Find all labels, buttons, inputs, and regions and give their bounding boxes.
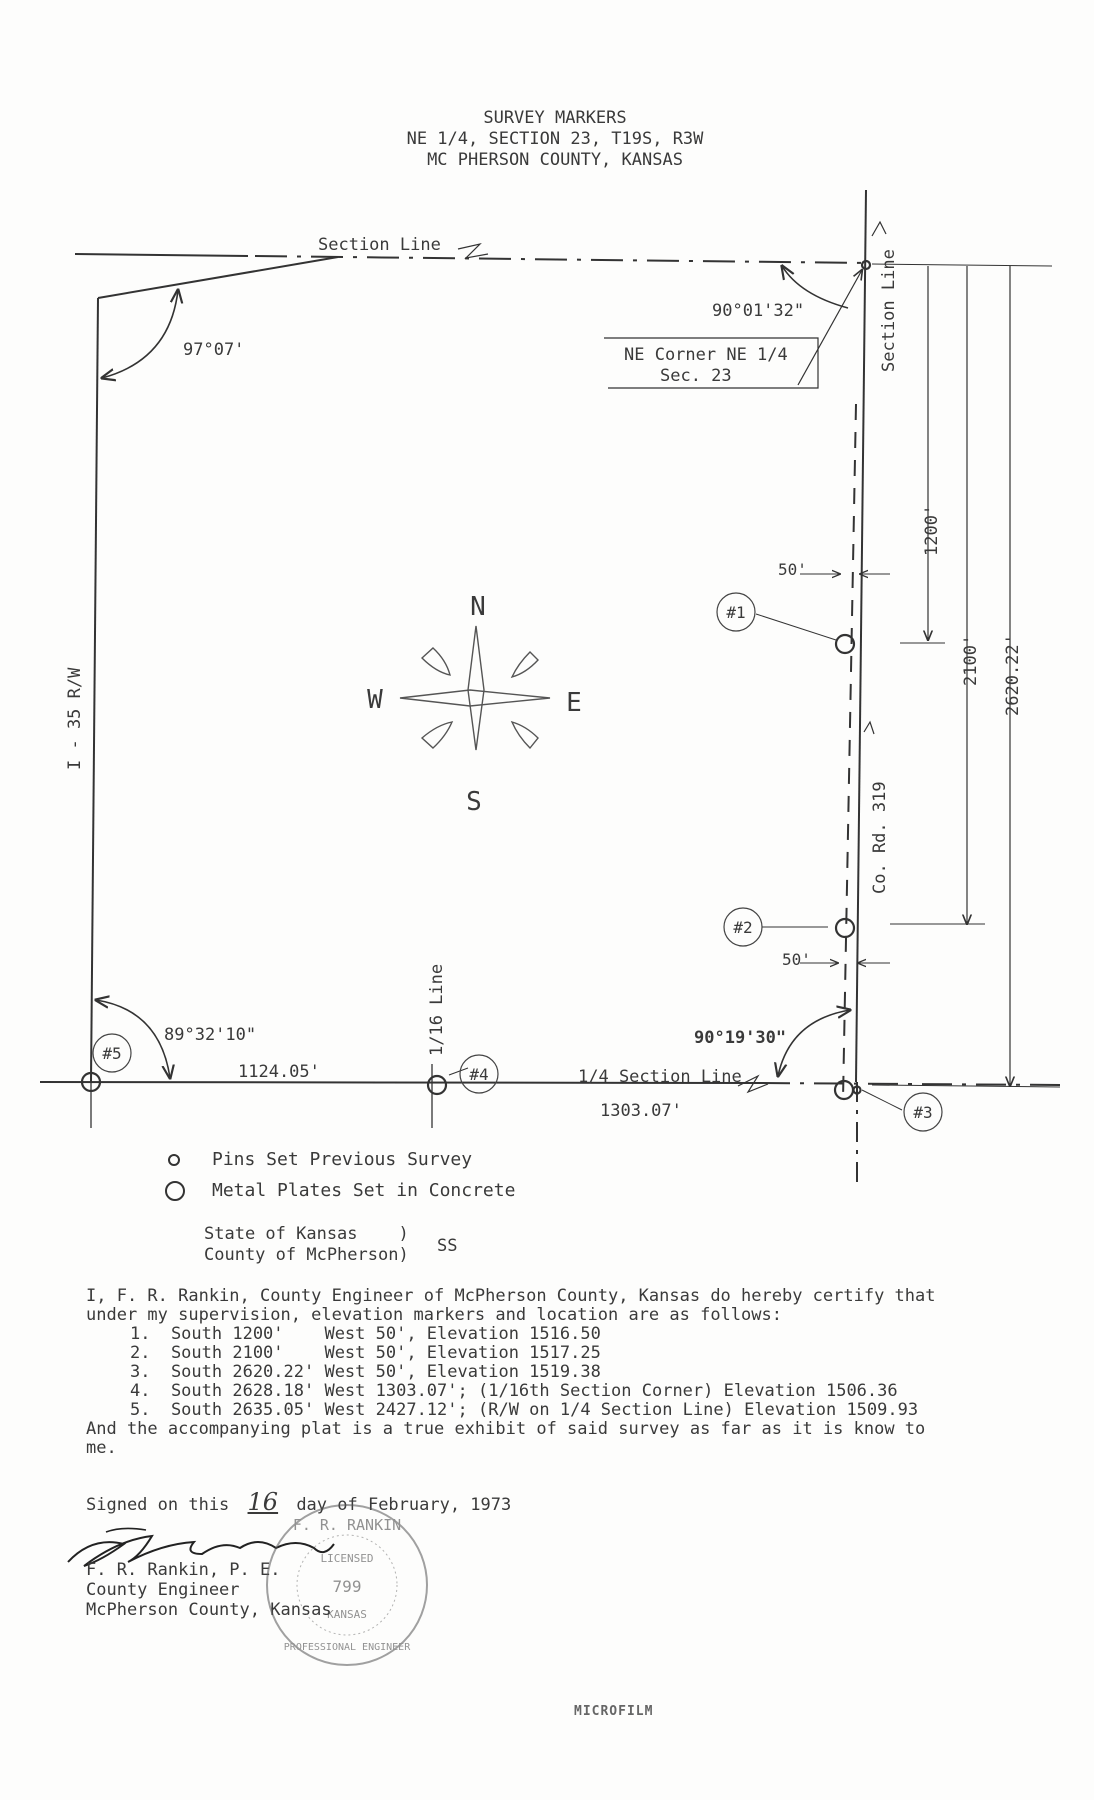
plate-icon	[165, 1181, 185, 1201]
dist-west-label: 1124.05'	[238, 1062, 320, 1082]
cert-closing-1: And the accompanying plat is a true exhibit of said survey as far as it is know to	[86, 1419, 926, 1439]
cert-item-2: 2. South 2100' West 50', Elevation 1517.25	[130, 1343, 601, 1363]
marker-2-plate	[836, 919, 854, 937]
signer-title: County Engineer	[86, 1580, 240, 1600]
section-line-top-arrow	[458, 244, 488, 258]
angle-arc-se	[778, 1010, 850, 1076]
marker-2-label: #2	[733, 918, 753, 937]
section-line-top	[75, 254, 248, 256]
boundary-north	[98, 257, 338, 298]
cert-item-5: 5. South 2635.05' West 2427.12'; (R/W on 1/4 Section Line) Elevation 1509.93	[130, 1400, 919, 1420]
road-arrow	[864, 722, 874, 734]
marker-4-label: #4	[469, 1065, 489, 1084]
cert-item-3: 3. South 2620.22' West 50', Elevation 1519.38	[130, 1362, 601, 1382]
angle-arc-sw	[96, 1000, 170, 1078]
section-line-right-label: Section Line	[879, 249, 899, 372]
signed-prefix: Signed on this	[86, 1495, 240, 1515]
certification	[86, 1287, 1016, 1458]
microfilm-stamp: MICROFILM	[574, 1704, 654, 1719]
legend-plates-label: Metal Plates Set in Concrete	[212, 1180, 516, 1201]
venue-ss: SS	[437, 1236, 458, 1256]
signed-day: 16	[247, 1488, 279, 1516]
angle-sw-label: 89°32'10"	[164, 1025, 257, 1045]
section-line-top-label: Section Line	[318, 235, 441, 255]
cert-item-4: 4. South 2628.18' West 1303.07'; (1/16th Section Corner) Elevation 1506.36	[130, 1381, 898, 1401]
seal-number: 799	[332, 1577, 362, 1596]
marker-3-leader	[862, 1090, 902, 1110]
compass-w: W	[367, 685, 383, 715]
marker-4-leader	[449, 1068, 468, 1075]
signer-county: McPherson County, Kansas	[86, 1600, 332, 1620]
road-centerline	[843, 404, 856, 1100]
marker-1-plate	[836, 635, 854, 653]
section-line-east	[856, 190, 866, 1082]
dim-1200-label: 1200'	[922, 504, 942, 556]
angle-se-label: 90°19'30"	[694, 1028, 787, 1048]
quarter-section-line-dashed	[760, 1083, 1060, 1085]
engineer-seal	[262, 1500, 432, 1670]
marker-1-leader	[756, 614, 836, 640]
quarter-section-line-label: 1/4 Section Line	[578, 1067, 742, 1087]
section-line-top-dashed	[255, 256, 868, 263]
dim-2100-label: 2100'	[961, 634, 981, 686]
marker-4-plate	[428, 1076, 446, 1094]
ne-corner-label-1: NE Corner NE 1/4	[624, 345, 788, 365]
seal-state: KANSAS	[327, 1608, 367, 1621]
seal-name: F. R. RANKIN	[292, 1516, 402, 1534]
seal-licensed: LICENSED	[320, 1552, 374, 1565]
dim-2620-label: 2620.22'	[1003, 634, 1023, 716]
ne-label-leader	[798, 270, 862, 385]
dim-50-bottom-label: 50'	[782, 950, 811, 969]
header-county: MC PHERSON COUNTY, KANSAS	[427, 150, 683, 170]
header-title: SURVEY MARKERS	[483, 108, 627, 128]
road-label: Co. Rd. 319	[870, 781, 890, 894]
marker-5-label: #5	[102, 1044, 122, 1063]
angle-ne-label: 90°01'32"	[712, 301, 805, 321]
cert-item-1: 1. South 1200' West 50', Elevation 1516.50	[130, 1324, 601, 1344]
ne-corner-label-2: Sec. 23	[660, 366, 732, 386]
seal-profession: PROFESSIONAL ENGINEER	[283, 1642, 411, 1653]
cert-closing-2: me.	[86, 1438, 117, 1458]
venue-county: County of McPherson	[204, 1245, 399, 1265]
angle-nw-label: 97°07'	[183, 340, 245, 360]
venue-state: State of Kansas	[204, 1224, 358, 1244]
legend-pins-label: Pins Set Previous Survey	[212, 1149, 473, 1170]
marker-3-label: #3	[913, 1103, 933, 1122]
dist-east-label: 1303.07'	[600, 1101, 682, 1121]
signed-suffix: day of February, 1973	[286, 1495, 512, 1515]
legend-pins	[165, 1144, 515, 1175]
pin-icon	[168, 1154, 180, 1166]
legend	[165, 1144, 515, 1206]
boundary-west	[91, 298, 98, 1082]
signer-name: F. R. Rankin, P. E.	[86, 1560, 281, 1580]
dim-ext-top	[872, 264, 1052, 266]
interstate-label: I - 35 R/W	[65, 667, 85, 770]
marker-1-label: #1	[726, 603, 746, 622]
angle-arc-nw	[102, 290, 178, 378]
header-subtitle: NE 1/4, SECTION 23, T19S, R3W	[406, 129, 704, 149]
cert-line-2: under my supervision, elevation markers and location are as follows:	[86, 1305, 782, 1325]
compass-n: N	[470, 592, 486, 622]
compass-s: S	[466, 787, 482, 817]
legend-plates	[165, 1175, 515, 1206]
compass-rose-icon	[400, 626, 550, 750]
dim-50-top-label: 50'	[778, 560, 807, 579]
cert-line-1: I, F. R. Rankin, County Engineer of McPherson County, Kansas do hereby certify that	[86, 1286, 936, 1306]
compass-e: E	[566, 688, 582, 718]
section-line-right-arrow	[872, 222, 886, 236]
venue-block: State of Kansas ) County of McPherson)	[204, 1224, 409, 1265]
sixteenth-line-label: 1/16 Line	[427, 963, 447, 1056]
